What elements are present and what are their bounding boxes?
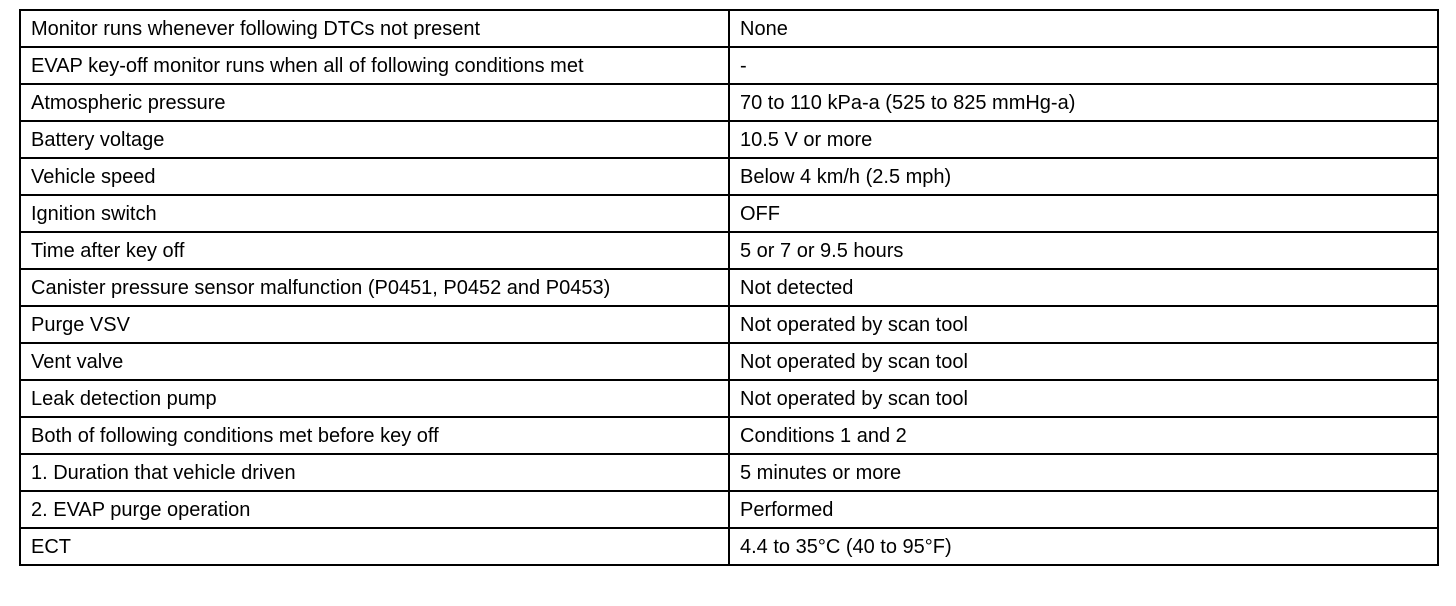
table-row <box>20 306 1438 343</box>
conditions-table <box>19 9 1439 566</box>
table-row <box>20 47 1438 84</box>
condition-value-cell: 10.5 V or more <box>729 121 1438 158</box>
condition-value-cell: 5 minutes or more <box>729 454 1438 491</box>
condition-item-cell: Canister pressure sensor malfunction (P0451, P0452 and P0453) <box>20 269 729 306</box>
table-row <box>20 232 1438 269</box>
table-row <box>20 343 1438 380</box>
condition-value-cell: 70 to 110 kPa-a (525 to 825 mmHg-a) <box>729 84 1438 121</box>
condition-item-cell: Both of following conditions met before key off <box>20 417 729 454</box>
condition-item-cell: EVAP key-off monitor runs when all of following conditions met <box>20 47 729 84</box>
condition-value-cell: 5 or 7 or 9.5 hours <box>729 232 1438 269</box>
condition-item-cell: Ignition switch <box>20 195 729 232</box>
condition-value-cell: Below 4 km/h (2.5 mph) <box>729 158 1438 195</box>
condition-value-cell: Performed <box>729 491 1438 528</box>
condition-value-cell: Conditions 1 and 2 <box>729 417 1438 454</box>
table-row <box>20 491 1438 528</box>
condition-item-cell: Leak detection pump <box>20 380 729 417</box>
table-row <box>20 121 1438 158</box>
condition-value-cell: - <box>729 47 1438 84</box>
table-row <box>20 454 1438 491</box>
condition-item-cell: ECT <box>20 528 729 565</box>
condition-item-cell: Battery voltage <box>20 121 729 158</box>
table-row <box>20 158 1438 195</box>
table-row <box>20 417 1438 454</box>
condition-value-cell: OFF <box>729 195 1438 232</box>
condition-item-cell: Vehicle speed <box>20 158 729 195</box>
table-row <box>20 10 1438 47</box>
condition-value-cell: Not detected <box>729 269 1438 306</box>
condition-value-cell: None <box>729 10 1438 47</box>
condition-item-cell: Vent valve <box>20 343 729 380</box>
conditions-table-body <box>20 10 1438 565</box>
condition-value-cell: 4.4 to 35°C (40 to 95°F) <box>729 528 1438 565</box>
condition-value-cell: Not operated by scan tool <box>729 306 1438 343</box>
condition-value-cell: Not operated by scan tool <box>729 380 1438 417</box>
condition-item-cell: 1. Duration that vehicle driven <box>20 454 729 491</box>
condition-item-cell: Time after key off <box>20 232 729 269</box>
table-row <box>20 269 1438 306</box>
condition-item-cell: Atmospheric pressure <box>20 84 729 121</box>
condition-value-cell: Not operated by scan tool <box>729 343 1438 380</box>
table-row <box>20 84 1438 121</box>
table-row <box>20 380 1438 417</box>
table-row <box>20 195 1438 232</box>
condition-item-cell: Monitor runs whenever following DTCs not present <box>20 10 729 47</box>
condition-item-cell: Purge VSV <box>20 306 729 343</box>
condition-item-cell: 2. EVAP purge operation <box>20 491 729 528</box>
table-row <box>20 528 1438 565</box>
